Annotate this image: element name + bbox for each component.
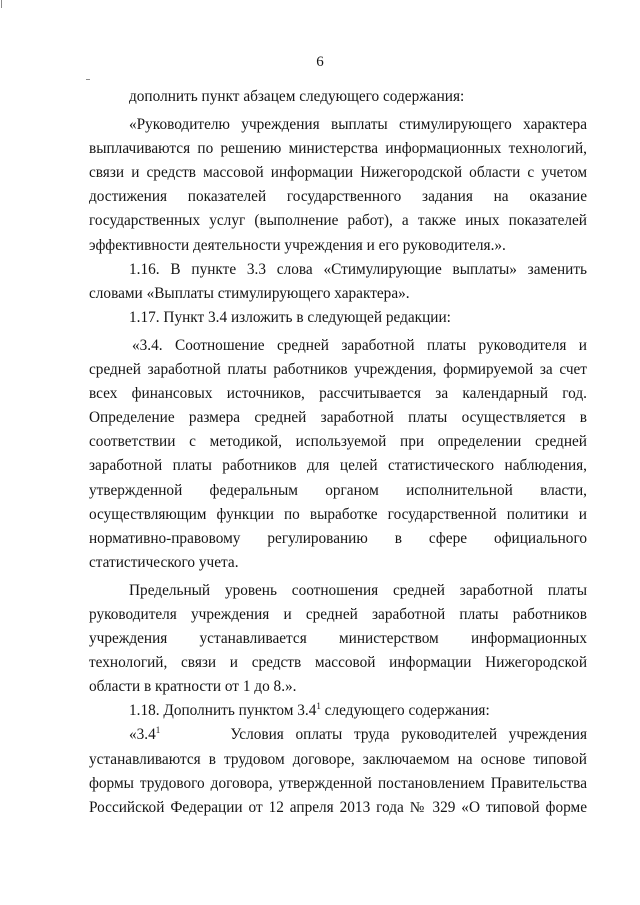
text-line: всех финансовых источников, рассчитывается за календарный год.	[89, 385, 587, 403]
text-line: связи и средств массовой информации Нижегородской области с учетом	[89, 164, 587, 182]
text-line: словами «Выплаты стимулирующего характера».	[89, 284, 410, 302]
text-line: технологий, связи и средств массовой информации Нижегородской	[89, 654, 587, 672]
text-line: выплачиваются по решению министерства информационных технологий,	[89, 140, 587, 158]
text-line: руководителя учреждения и средней заработной платы работников	[89, 605, 587, 623]
scan-mark	[1, 0, 2, 8]
text-line: статистического учета.	[89, 553, 239, 571]
text-line: эффективности деятельности учреждения и его руководителя.».	[89, 236, 506, 254]
text-line: дополнить пункт абзацем следующего содержания:	[129, 88, 465, 105]
page-number: 6	[316, 54, 324, 70]
paragraph-intro	[89, 85, 587, 109]
paragraph-1-16	[89, 258, 587, 306]
text-line: 1.16. В пункте 3.3 слова «Стимулирующие выплаты» заменить	[129, 260, 587, 278]
text-line: учреждения устанавливается министерством информационных	[89, 630, 587, 648]
paragraph-3-4	[89, 334, 587, 575]
text-line	[89, 699, 587, 723]
text-line: 1.17. Пункт 3.4 изложить в следующей редакции:	[129, 308, 451, 326]
text-line: средней заработной платы работников учреждения, формируемой за счет	[89, 361, 587, 379]
text-line: утвержденной федеральным органом исполнительной власти,	[89, 481, 587, 499]
text-line: области в кратности от 1 до 8.».	[89, 678, 297, 696]
text-line: «Руководителю учреждения выплаты стимулирующего характера	[129, 116, 587, 134]
text-line: соответствии с методикой, используемой при определении средней	[89, 433, 587, 451]
text-fragment: следующего содержания:	[320, 702, 490, 720]
text-line: государственных услуг (выполнение работ), а также иных показателей	[89, 212, 587, 230]
text-fragment: «3.4	[129, 726, 156, 744]
paragraph-3-4-1	[89, 723, 587, 819]
text-line: заработной платы работников для целей статистического наблюдения,	[89, 457, 587, 475]
text-line: достижения показателей государственного задания на оказание	[89, 188, 587, 206]
scan-mark	[86, 79, 90, 80]
superscript: 1	[155, 725, 161, 736]
text-line: осуществляющим функции по выработке государственной политики и	[89, 505, 587, 523]
paragraph-quote-bonus	[89, 113, 587, 258]
text-line: «3.4. Соотношение средней заработной платы руководителя и	[132, 336, 587, 354]
text-line: Определение размера средней заработной платы осуществляется в	[89, 409, 587, 427]
document-body	[89, 85, 587, 820]
text-fragment: Условия оплаты труда руководителей учреждения	[230, 726, 588, 744]
text-line	[89, 723, 587, 747]
superscript: 1	[316, 701, 321, 712]
paragraph-1-17	[89, 306, 587, 330]
text-line: Предельный уровень соотношения средней заработной платы	[129, 581, 587, 599]
text-line: устанавливаются в трудовом договоре, заключаемом на основе типовой	[89, 750, 587, 768]
text-line: Российской Федерации от 12 апреля 2013 года № 329 «О типовой форме	[89, 798, 587, 816]
text-line: формы трудового договора, утвержденной постановлением Правительства	[89, 774, 587, 792]
text-line: нормативно-правовому регулированию в сфере официального	[89, 529, 587, 547]
paragraph-1-18	[89, 699, 587, 723]
paragraph-ratio-limit	[89, 579, 587, 699]
text-fragment: 1.18. Дополнить пунктом 3.4	[129, 702, 317, 720]
